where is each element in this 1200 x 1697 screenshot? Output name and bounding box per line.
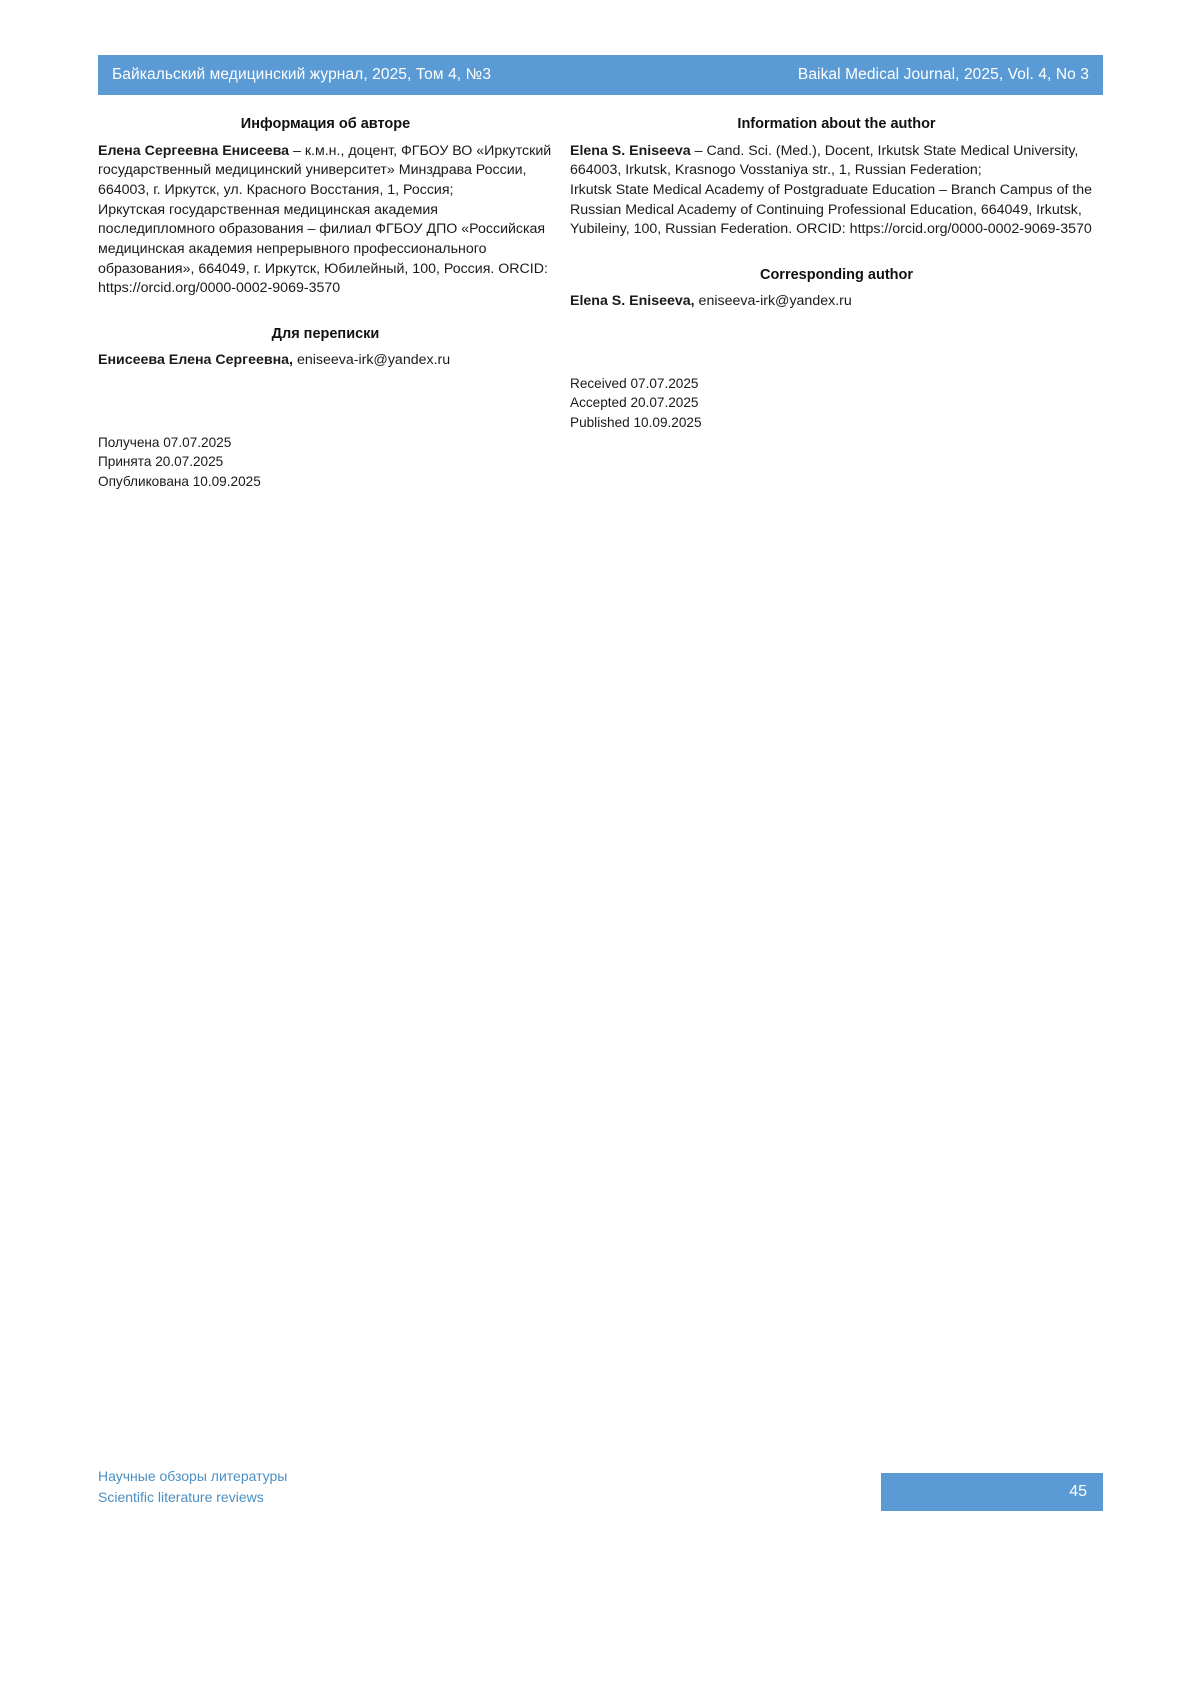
corresponding-email-ru: eniseeva-irk@yandex.ru [293,352,451,369]
corresponding-name-ru: Енисеева Елена Сергеевна, [98,352,293,369]
author-affiliation-en: – Cand. Sci. (Med.), Docent, Irkutsk State Medical University, 664003, Irkutsk, Krasnogo Vosstaniya str., 1, Russian Federation; [570,142,1079,179]
date-accepted-ru: Принята 20.07.2025 [98,454,224,470]
date-published-en: Published 10.09.2025 [570,414,702,430]
author-affiliation2-ru: Иркутская государственная медицинская академия последипломного образования – филиал ФГБОУ ДПО «Российская медицинская академия непрерывного профессионального образования», 664049, г. Иркутск, Юбилейный, 100, Россия. ORCID: https://orcid.org/0000-0002-9069-3570 [98,201,548,297]
dates-en [570,374,1103,432]
corresponding-name-en: Elena S. Eniseeva, [570,293,695,310]
author-name-ru: Елена Сергеевна Енисеева [98,142,290,159]
running-head-right: Baikal Medical Journal, 2025, Vol. 4, No 3 [797,66,1089,83]
footer-section-ru: Научные обзоры литературы [98,1468,288,1485]
corresponding-email-en: eniseeva-irk@yandex.ru [694,293,852,310]
corresponding-author-ru [98,351,553,371]
body-columns [98,115,1103,491]
author-name-en: Elena S. Eniseeva [570,142,691,159]
footer-section-en: Scientific literature reviews [98,1488,264,1505]
author-info-heading-en: Information about the author [737,116,936,132]
author-info-ru [98,142,553,201]
author-affiliation-ru: – к.м.н., доцент, ФГБОУ ВО «Иркутский государственный медицинский университет» Минздрава России, 664003, г. Иркутск, ул. Красного Восстания, 1, Россия; [98,142,552,198]
running-head [98,55,1103,95]
date-published-ru: Опубликована 10.09.2025 [98,473,261,489]
column-english [570,115,1103,491]
corresponding-heading-ru: Для переписки [271,325,380,342]
corresponding-heading-en: Corresponding author [759,266,914,283]
page-number-box [881,1473,1103,1511]
column-russian [98,115,553,491]
footer-section-label [98,1466,287,1507]
corresponding-author-en [570,292,1103,312]
running-head-left: Байкальский медицинский журнал, 2025, Том 4, №3 [112,66,492,83]
author-info-heading-ru: Информация об авторе [240,116,411,132]
author-info-en [570,142,1103,181]
page-number: 45 [1069,1483,1087,1500]
date-received-en: Received 07.07.2025 [570,376,699,392]
dates-ru [98,433,553,491]
date-accepted-en: Accepted 20.07.2025 [570,395,699,411]
date-received-ru: Получена 07.07.2025 [98,435,232,451]
author-affiliation2-en: Irkutsk State Medical Academy of Postgraduate Education – Branch Campus of the Russian Medical Academy of Continuing Professional Education, 664049, Irkutsk, Yubileiny, 100, Russian Federation. ORCID: https://orcid.org/0000-0002-9069-3570 [570,181,1093,238]
